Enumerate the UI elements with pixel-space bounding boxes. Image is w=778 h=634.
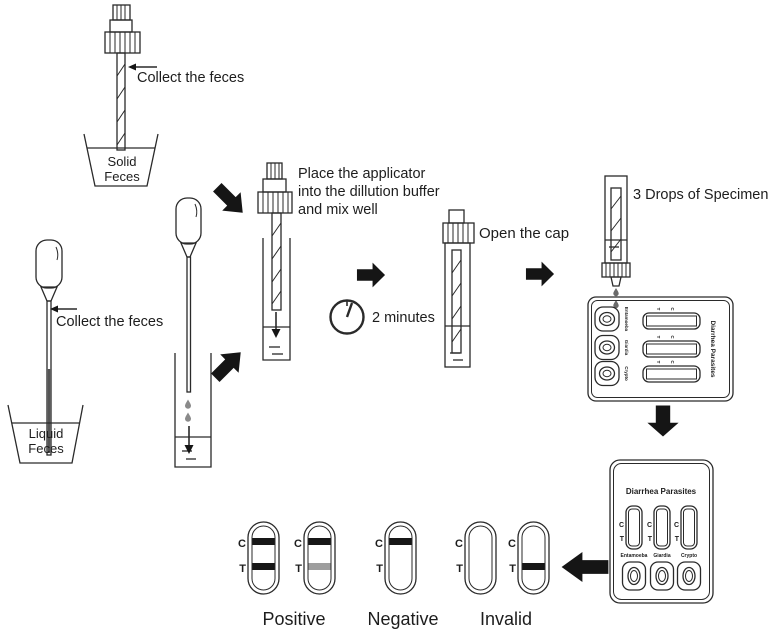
result-capsule-positive-weak <box>304 522 335 594</box>
t-marker: T <box>647 536 652 543</box>
cassette-title: Diarrhea Parasites <box>709 320 716 378</box>
test-name-entamoeba: Entamoeba <box>620 553 648 559</box>
c-marker: C <box>670 360 675 364</box>
cassette-title: Diarrhea Parasites <box>625 487 697 496</box>
test-name-giardia: Giardia <box>653 553 671 559</box>
wait-label: 2 minutes <box>372 310 435 326</box>
capped-tube-icon <box>443 210 474 367</box>
result-window-icon <box>643 366 700 382</box>
arrow-northeast-icon <box>206 343 250 387</box>
solid-cup-label-line2: Feces <box>104 169 140 184</box>
c-marker: C <box>375 538 383 550</box>
dropper-pipette-icon <box>176 198 201 392</box>
t-marker: T <box>239 563 246 575</box>
arrow-right-icon <box>357 263 385 288</box>
mix-down-arrow-icon <box>272 312 281 338</box>
collect-liquid-label: Collect the feces <box>56 314 164 330</box>
arrow-down-icon <box>647 406 678 437</box>
result-window-icon <box>654 506 670 549</box>
solid-feces-collection <box>84 5 244 186</box>
positive-label: Positive <box>262 609 326 629</box>
mix-instruction-line2: into the dillution buffer <box>298 184 440 200</box>
result-capsule-positive-strong <box>248 522 279 594</box>
wait-step <box>331 301 435 334</box>
sample-well-icon <box>595 336 619 360</box>
t-marker: T <box>619 536 624 543</box>
liquid-cup-label-line2: Feces <box>28 441 64 456</box>
test-name-entamoeba: Entamoeba <box>624 306 629 332</box>
specimen-drop-icon <box>185 400 191 409</box>
dispense-step <box>602 176 768 308</box>
specimen-drop-icon <box>613 288 618 296</box>
specimen-drop-icon <box>185 413 191 422</box>
drops-label: 3 Drops of Specimen <box>633 187 769 203</box>
t-marker: T <box>456 563 463 575</box>
collect-solid-label: Collect the feces <box>137 70 245 86</box>
sample-well-icon <box>623 562 646 590</box>
sample-well-icon <box>651 562 674 590</box>
sample-well-icon <box>595 362 619 386</box>
cassette-rotated <box>588 297 733 401</box>
result-window-icon <box>643 313 700 329</box>
mix-instruction-line3: and mix well <box>298 202 378 218</box>
test-name-crypto: Crypto <box>624 366 629 381</box>
mix-down-arrow-icon <box>185 426 194 454</box>
cassette-upright <box>610 460 713 603</box>
c-marker: C <box>673 522 679 529</box>
t-marker: T <box>376 563 383 575</box>
mix-instruction-line1: Place the applicator <box>298 166 426 182</box>
result-capsule-invalid-t-only <box>518 522 549 594</box>
t-marker: T <box>674 536 679 543</box>
negative-label: Negative <box>367 609 439 629</box>
liquid-cup-label-line1: Liquid <box>28 426 64 441</box>
open-cap-label: Open the cap <box>479 225 570 242</box>
c-marker: C <box>646 522 652 529</box>
dilution-tube-icon <box>263 238 290 360</box>
solid-cup-label-line1: Solid <box>107 154 137 169</box>
result-window-icon <box>681 506 697 549</box>
swab-applicator-icon <box>105 5 140 150</box>
test-name-crypto: Crypto <box>680 553 698 559</box>
c-marker: C <box>670 335 675 339</box>
t-marker: T <box>295 563 302 575</box>
c-marker: C <box>238 538 246 550</box>
t-marker: T <box>656 335 661 339</box>
test-name-giardia: Giardia <box>624 339 629 356</box>
invalid-label: Invalid <box>479 609 533 629</box>
result-capsule-invalid-blank <box>465 522 496 594</box>
pointer-arrow-left-icon <box>50 306 77 313</box>
c-marker: C <box>508 538 516 550</box>
c-marker: C <box>455 538 463 550</box>
arrow-left-icon <box>562 552 609 582</box>
c-marker: C <box>294 538 302 550</box>
c-marker: C <box>618 522 624 529</box>
result-capsule-negative <box>385 522 416 594</box>
result-interpretation <box>238 522 549 629</box>
sample-well-icon <box>678 562 701 590</box>
sample-well-icon <box>595 307 619 331</box>
t-marker: T <box>509 563 516 575</box>
result-window-icon <box>643 341 700 357</box>
result-window-icon <box>626 506 642 549</box>
t-marker: T <box>656 360 661 364</box>
pipette-into-tube <box>175 198 211 467</box>
inverted-tube-icon <box>602 176 630 286</box>
open-cap-step <box>443 210 569 367</box>
arrow-right-icon <box>526 262 554 287</box>
c-marker: C <box>670 307 675 311</box>
arrow-southeast-icon <box>208 178 252 222</box>
clock-icon <box>331 301 364 334</box>
t-marker: T <box>656 307 661 311</box>
mix-step <box>258 163 440 360</box>
dilution-tube-icon <box>175 353 211 467</box>
liquid-feces-collection <box>8 240 163 463</box>
